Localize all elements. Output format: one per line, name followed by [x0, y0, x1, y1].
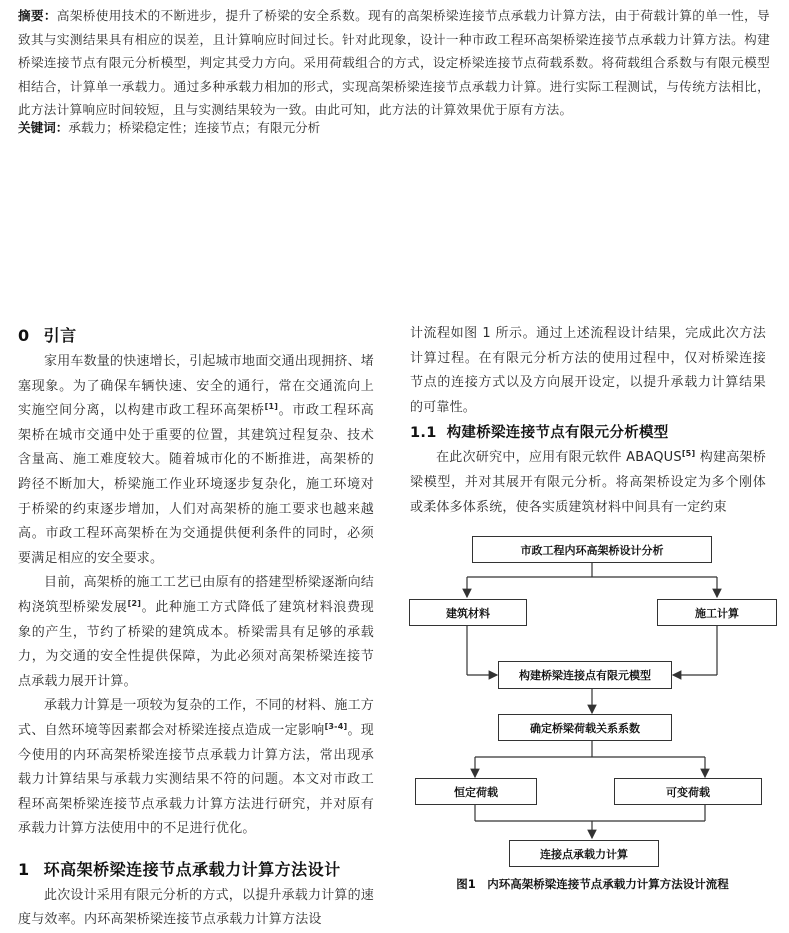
section-1-paragraph-1: 此次设计采用有限元分析的方式，以提升承载力计算的速度与效率。内环高架桥梁连接节点承载力计算方法设	[18, 887, 375, 928]
section-0-paragraph-3	[18, 694, 374, 842]
section-1-title: 环高架桥梁连接节点承载力计算方法设计	[43, 859, 341, 879]
section-0-paragraph-1	[18, 350, 374, 571]
flow-box-top: 市政工程内环高架桥设计分析	[472, 536, 712, 563]
citation-5: [5]	[681, 449, 696, 459]
section-0-heading	[18, 322, 374, 350]
s11p1-text-a: 在此次研究中，应用有限元软件 ABAQUS	[436, 450, 682, 466]
left-column	[18, 322, 374, 933]
flow-box-fe-model: 构建桥梁连接点有限元模型	[498, 661, 672, 689]
section-0-paragraph-2	[18, 571, 374, 694]
flow-box-load-coefficient: 确定桥梁荷载关系系数	[498, 714, 672, 741]
right-column	[410, 322, 766, 520]
section-1-number: 1	[18, 859, 30, 879]
citation-3-4: [3-4]	[324, 721, 348, 731]
keywords-label: 关键词：	[18, 120, 69, 135]
citation-1: [1]	[264, 402, 279, 412]
s0p2-text-b: 。此种施工方式降低了建筑材料浪费现象的产生，节约了桥梁的建筑成本。桥梁需具有足够的承载力，为交通的安全性提供保障，为此必须对高架桥梁连接节点承载力展开计算。	[18, 599, 374, 689]
s0p1-text-a: 家用车数量的快速增长，引起城市地面交通出现拥挤、堵塞现象。为了确保车辆快速、安全的通行，常在交通流向上实施空间分离，以构建市政工程环高架桥	[18, 354, 375, 419]
abstract-label: 摘要：	[18, 8, 57, 23]
flow-box-permanent-load: 恒定荷载	[415, 778, 537, 805]
section-1-1-paragraph-1	[410, 446, 766, 520]
section-0-number: 0	[18, 326, 30, 345]
s0p2-text-a: 目前，高架桥的施工工艺已由原有的搭建型桥梁逐渐向结构浇筑型桥梁发展	[18, 575, 375, 615]
flow-box-capacity-calc: 连接点承载力计算	[509, 840, 659, 867]
keywords	[18, 118, 320, 138]
figure-caption: 图1 内环高架桥梁连接节点承载力计算方法设计流程	[456, 877, 729, 891]
abstract	[18, 4, 770, 122]
section-1-1-heading	[410, 420, 766, 446]
section-1-1-title: 构建桥梁连接节点有限元分析模型	[446, 425, 669, 442]
s0p3-text-a: 承载力计算是一项较为复杂的工作，不同的材料、施工方式、自然环境等因素都会对桥梁连接点造成一定影响	[18, 698, 375, 738]
section-0-title: 引言	[43, 326, 77, 345]
flowchart-connectors	[405, 525, 780, 870]
s0p3-text-b: 。现今使用的内环高架桥梁连接节点承载力计算方法，常出现承载力计算结果与承载力实测结果不符的问题。本文对市政工程环高架桥梁连接节点承载力计算方法进行研究，并对原有承载力计算方法使用中的不足进行优化。	[18, 722, 374, 837]
s11p1-text-b: 构建高架桥梁模型，并对其展开有限元分析。将高架桥设定为多个刚体或柔体多体系统，使各实质建筑材料中间具有一定约束	[410, 450, 766, 515]
section-1-heading	[18, 856, 374, 884]
section-1-paragraph-1-continued: 计流程如图 1 所示。通过上述流程设计结果，完成此次方法计算过程。在有限元分析方法的使用过程中，仅对桥梁连接节点的连接方式以及方向展开设定，以提升承载力计算结果的可靠性。	[410, 326, 766, 415]
s0p1-text-b: 。市政工程环高架桥在城市交通中处于重要的位置，其建筑过程复杂、技术含量高、施工难度较大。随着城市化的不断推进，高架桥的跨径不断加大，桥梁施工作业环境逐步复杂化，施工环境对于桥梁的约束逐步增加，人们对高架桥的施工要求也越来越高。市政工程环高架桥在为交通提供便利条件的同时，必须要满足相应的安全要求。	[18, 403, 374, 566]
citation-2: [2]	[127, 598, 142, 608]
abstract-text: 高架桥使用技术的不断进步，提升了桥梁的安全系数。现有的高架桥梁连接节点承载力计算方法，由于荷载计算的单一性，导致其与实测结果具有相应的误差，且计算响应时间过长。针对此现象，设计一种市政工程环高架桥梁连接节点承载力计算方法。构建桥梁连接节点有限元分析模型，判定其受力方向。采用荷载组合的方式，设定桥梁连接节点荷载系数。将荷载组合系数与有限元模型相结合，计算单一承载力。通过多种承载力相加的形式，实现高架桥梁连接节点承载力计算。进行实际工程测试，与传统方法相比，此方法计算响应时间较短，且与实测结果较为一致。由此可知，此方法的计算效果优于原有方法。	[18, 8, 770, 117]
flowchart	[405, 525, 780, 870]
flow-box-construction-calc: 施工计算	[657, 599, 777, 626]
flow-box-variable-load: 可变荷载	[614, 778, 762, 805]
flow-box-materials: 建筑材料	[409, 599, 527, 626]
keywords-text: 承载力；桥梁稳定性；连接节点；有限元分析	[68, 120, 321, 135]
section-1-1-number: 1.1	[410, 425, 437, 442]
